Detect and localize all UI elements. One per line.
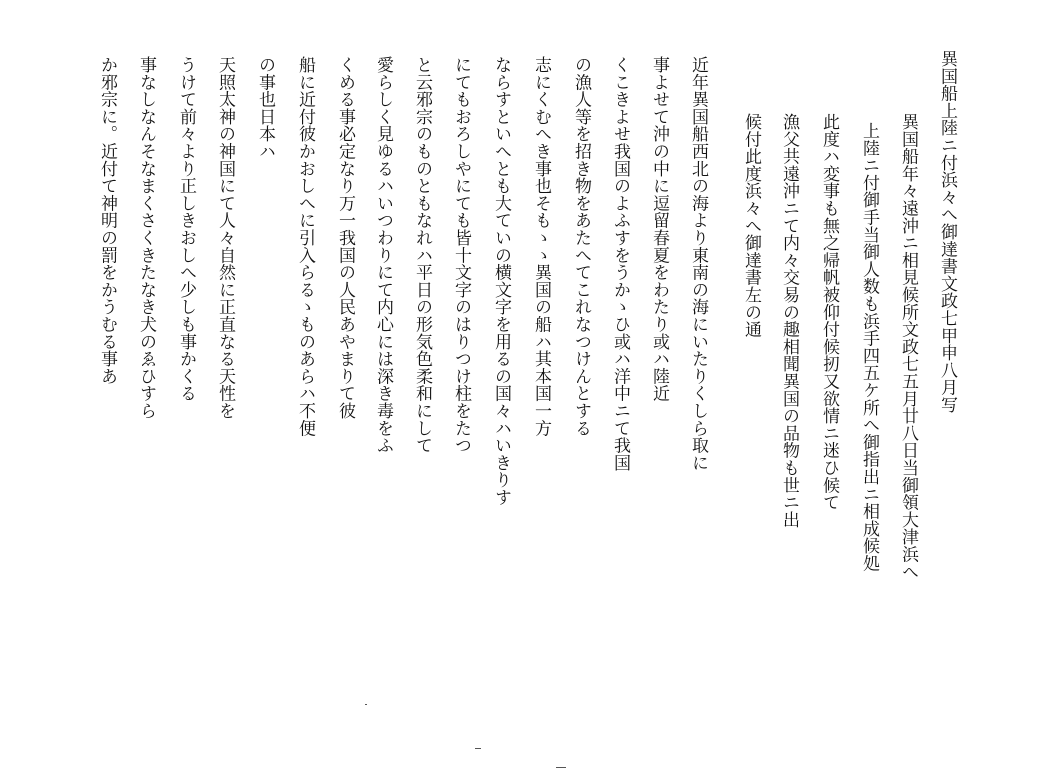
intro-line: 上陸ニ付御手当御人数も浜手四五ケ所へ御指出ニ相成候処 [859,122,879,572]
document-title: 異国船上陸ニ付浜々へ御達書文政七甲申八月写 [937,50,957,414]
body-line: と云邪宗のものともなれハ平日の形気色柔和にして [412,56,432,454]
intro-line: 此度ハ変事も無之帰帆被仰付候扨又欲情ニ迷ひ候て [819,113,839,511]
body-line: 天照太神の神国にて人々自然に正直なる天性を [215,56,235,420]
body-line: の漁人等を招き物をあたへてこれなつけんとする [571,56,591,437]
intro-line: 漁父共遠沖ニて内々交易の趣相聞異国の品物も世ニ出 [779,113,799,529]
body-line: 近年異国船西北の海より東南の海にいたりくしら取に [688,56,708,472]
body-line: か邪宗に。近付て神明の罰をかうむる事あ [97,56,117,385]
body-line: くこきよせ我国のよふすをうかゝひ或ハ洋中ニて我国 [610,56,630,472]
scan-speck [556,767,566,768]
scan-speck [365,704,367,705]
body-line: にてもおろしやにても皆十文字のはりつけ柱をたつ [451,56,471,454]
body-line: 事なしなんそなまくさくきたなき犬のゑひすら [136,56,156,420]
body-line: 事よせて沖の中に逗留春夏をわたり或ハ陸近 [649,56,669,402]
body-line: うけて前々より正しきおしへ少しも事かくる [176,56,196,402]
intro-line: 候付此度浜々へ御達書左の通 [741,113,761,338]
body-line: の事也日本ハ [255,56,275,160]
body-line: ならすといへとも大ていの横文字を用るの国々ハいきりす [491,56,511,506]
intro-line: 異国船年々遠沖ニ相見候所文政七五月廿八日当御領大津浜へ [898,113,918,581]
body-line: 船に近付彼かおしへに引入らるゝものあらハ不便 [295,56,315,437]
body-line: 愛らしく見ゆるハいつわりにて内心には深き毒をふ [373,56,393,454]
body-line: 志にくむへき事也そもゝゝ異国の船ハ其本国一方 [531,56,551,437]
body-line: くめる事必定なり万一我国の人民あやまりて彼 [335,56,355,420]
scan-speck [475,748,481,749]
